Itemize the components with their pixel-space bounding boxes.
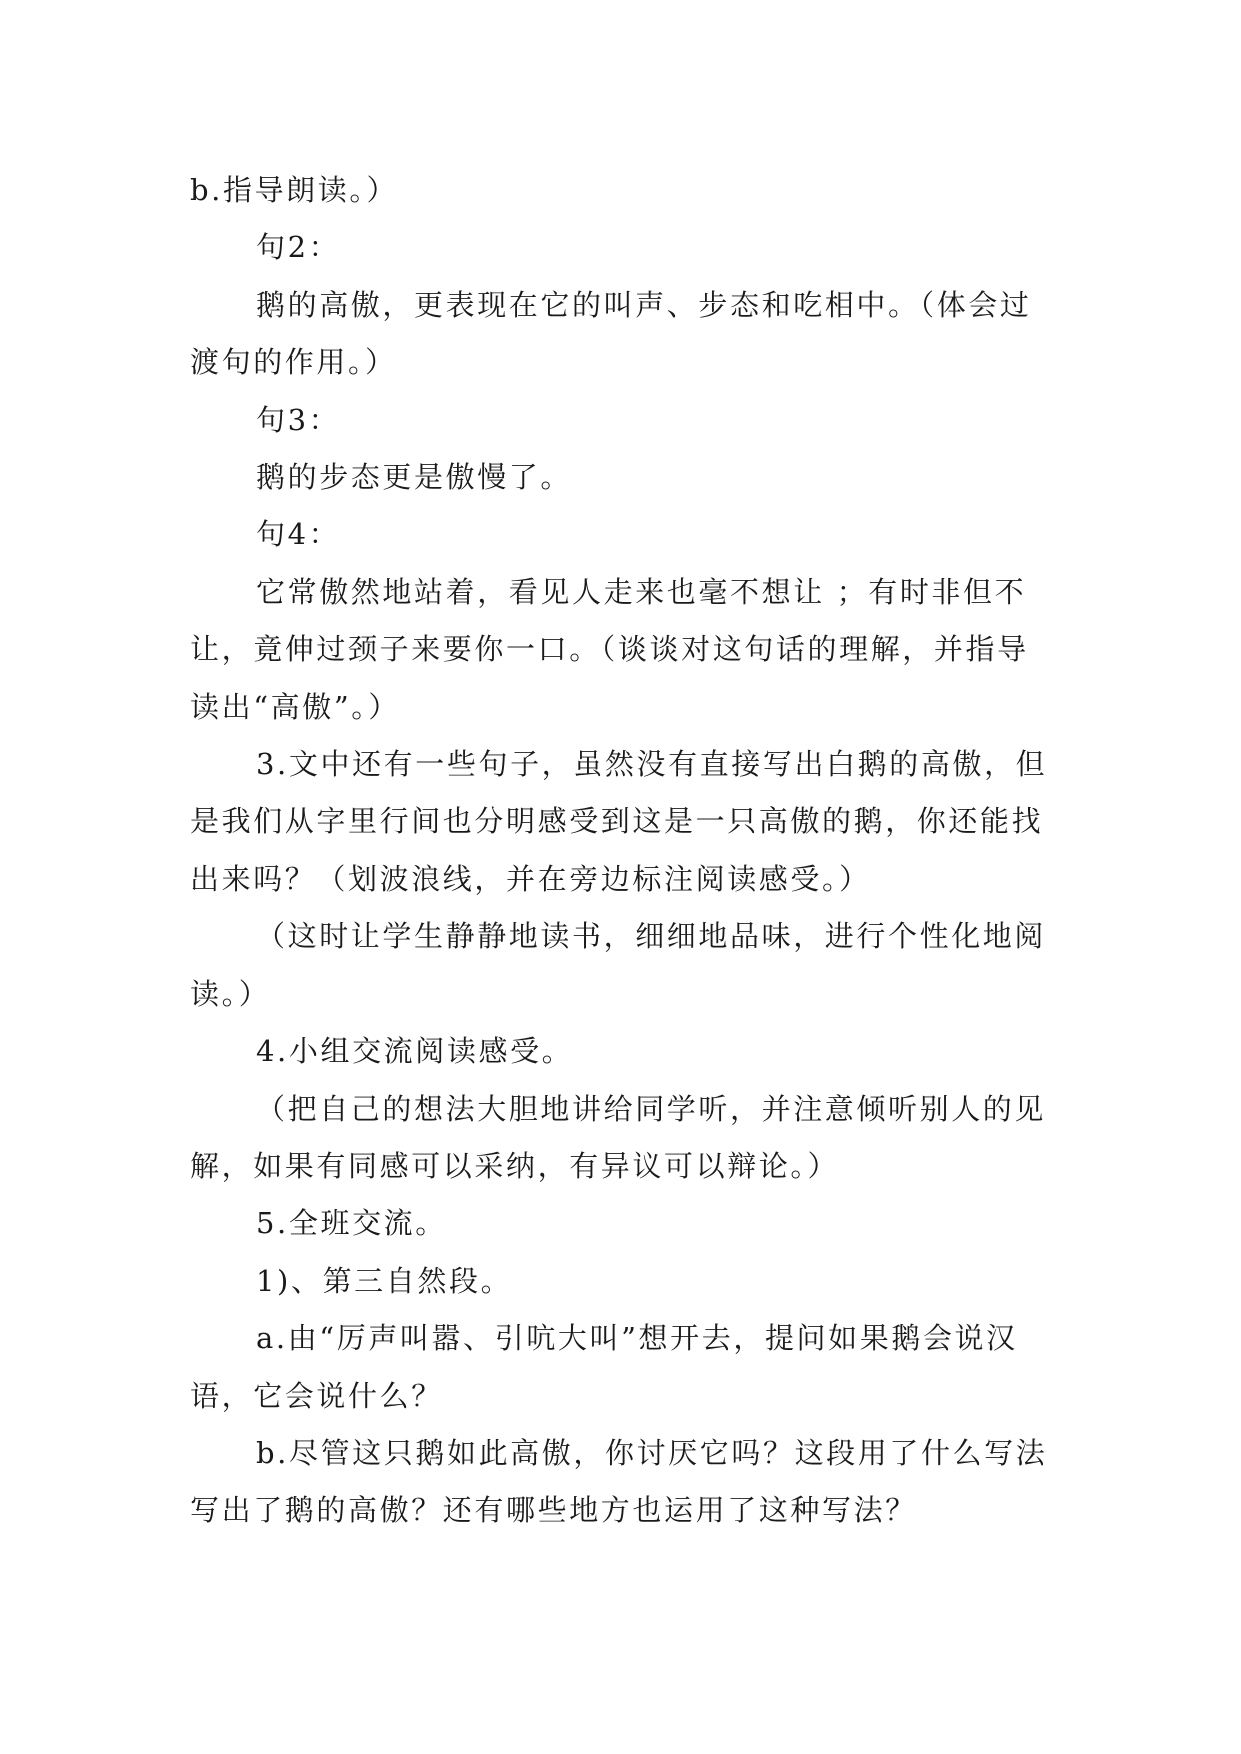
paragraph-section-1: 1)、第三自然段。 bbox=[256, 1263, 513, 1298]
paragraph-item-a: a.由“厉声叫嚣、引吭大叫”想开去，提问如果鹅会说汉语，它会说什么？ bbox=[190, 1321, 1018, 1413]
paragraph-sentence-3-text: 鹅的步态更是傲慢了。 bbox=[256, 460, 573, 495]
paragraph-step-3: 3.文中还有一些句子，虽然没有直接写出白鹅的高傲，但是我们从字里行间也分明感受到这是一只高傲的鹅，你还能找出来吗？（划波浪线，并在旁边标注阅读感受。） bbox=[190, 747, 1048, 896]
paragraph-sentence-4-label: 句4： bbox=[256, 517, 341, 552]
paragraph-step-3-note: （这时让学生静静地读书，细细地品味，进行个性化地阅读。） bbox=[190, 919, 1047, 1011]
paragraph-reading-guidance: b.指导朗读。） bbox=[190, 173, 399, 207]
paragraph-step-4-note: （把自己的想法大胆地讲给同学听，并注意倾听别人的见解，如果有同感可以采纳，有异议可以辩论。） bbox=[190, 1091, 1047, 1183]
paragraph-sentence-3-label: 句3： bbox=[256, 402, 341, 437]
paragraph-sentence-4-text: 它常傲然地站着，看见人走来也毫不想让 ；有时非但不让，竟伸过颈子来要你一口。（谈谈对这句话的理解，并指导读出“高傲”。） bbox=[190, 574, 1029, 724]
paragraph-step-5: 5.全班交流。 bbox=[256, 1206, 447, 1241]
paragraph-sentence-2-text: 鹅的高傲，更表现在它的叫声、步态和吃相中。（体会过渡句的作用。） bbox=[190, 287, 1032, 380]
paragraph-step-4: 4.小组交流阅读感受。 bbox=[256, 1034, 574, 1069]
paragraph-item-b: b.尽管这只鹅如此高傲，你讨厌它吗？这段用了什么写法写出了鹅的高傲？还有哪些地方也运用了这种写法？ bbox=[190, 1435, 1048, 1528]
document-body bbox=[190, 162, 1050, 1540]
paragraph-sentence-2-label: 句2： bbox=[256, 230, 341, 265]
